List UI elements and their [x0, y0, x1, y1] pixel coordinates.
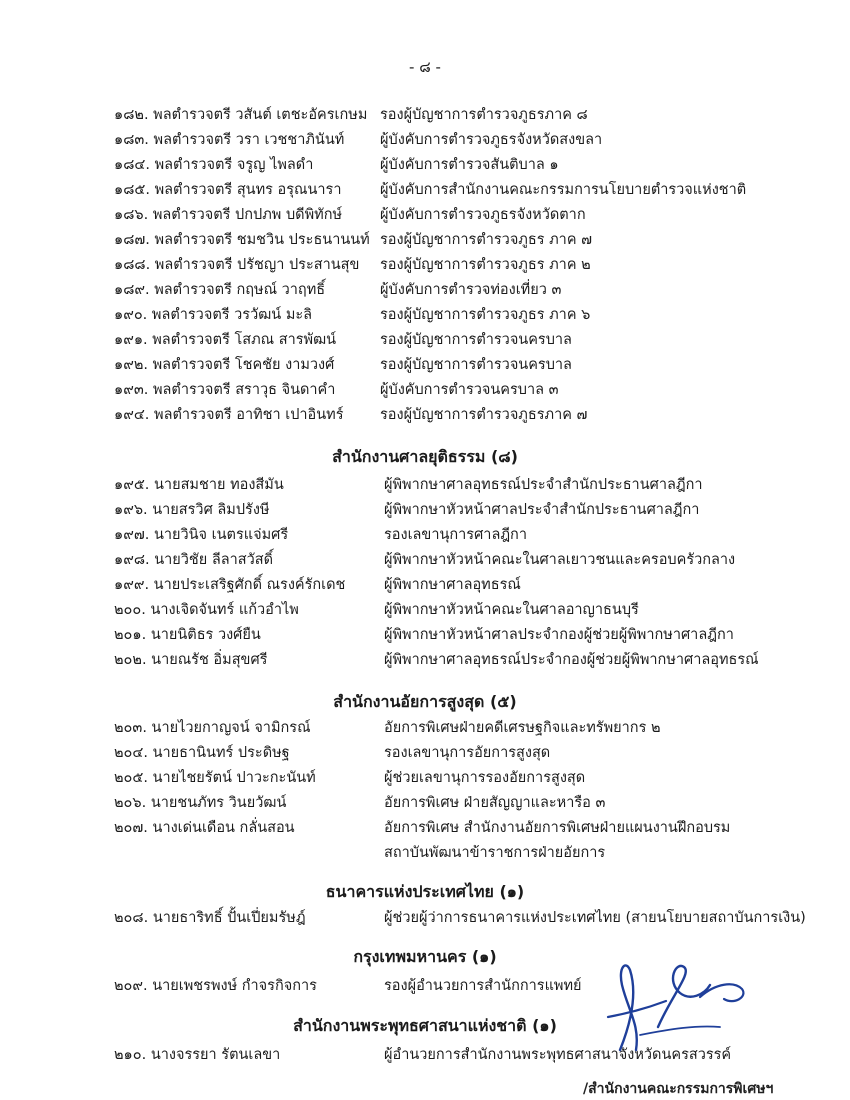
appointee-name: ๒๐๗. นางเด่นเดือน กลั่นสอน	[114, 820, 295, 836]
list-item	[114, 598, 814, 623]
list-item	[114, 378, 814, 403]
appointee-position: ผู้บังคับการตำรวจท่องเที่ยว ๓	[380, 282, 562, 298]
appointee-name: ๑๘๘. พลตำรวจตรี ปรัชญา ประสานสุข	[114, 257, 360, 273]
list-item	[114, 906, 814, 931]
appointee-name: ๑๙๐. พลตำรวจตรี วรวัฒน์ มะลิ	[114, 307, 313, 323]
appointee-name: ๑๙๗. นายวินิจ เนตรแจ่มศรี	[114, 527, 289, 543]
appointee-name: ๒๐๙. นายเพชรพงษ์ กำจรกิจการ	[114, 978, 317, 994]
list-item	[114, 473, 814, 498]
appointee-position: ผู้บังคับการตำรวจภูธรจังหวัดตาก	[380, 207, 586, 223]
list-item	[114, 328, 814, 353]
appointee-name: ๒๐๘. นายธาริทธิ์ ปั้นเปี่ยมรัษฎ์	[114, 910, 306, 926]
appointee-name: ๑๙๔. พลตำรวจตรี อาทิชา เปาอินทร์	[114, 407, 344, 423]
appointee-position: อัยการพิเศษ สำนักงานอัยการพิเศษฝ่ายแผนงานฝึกอบรม	[384, 820, 731, 836]
continuation-note: /สำนักงานคณะกรรมการพิเศษฯ	[583, 1081, 774, 1097]
appointee-name: ๑๙๒. พลตำรวจตรี โชคชัย งามวงศ์	[114, 357, 335, 373]
appointee-name: ๑๘๓. พลตำรวจตรี วรา เวชชาภินันท์	[114, 132, 345, 148]
appointee-name: ๑๙๑. พลตำรวจตรี โสภณ สารพัฒน์	[114, 332, 337, 348]
list-item	[114, 716, 814, 741]
appointee-position: ผู้พิพากษาศาลอุทธรณ์ประจำสำนักประธานศาลฎีกา	[384, 477, 703, 493]
appointee-position: ผู้อำนวยการสำนักงานพระพุทธศาสนาจังหวัดนครสวรรค์	[384, 1047, 732, 1063]
list-item	[114, 498, 814, 523]
appointee-name: ๑๙๖. นายสรวิศ ลิมปรังษี	[114, 502, 270, 518]
appointee-position: รองผู้บัญชาการตำรวจนครบาล	[380, 332, 572, 348]
appointee-name: ๒๐๖. นายชนภัทร วินยวัฒน์	[114, 795, 287, 811]
list-item	[114, 741, 814, 766]
appointee-name: ๑๙๓. พลตำรวจตรี สราวุธ จินดาคำ	[114, 382, 336, 398]
appointee-name: ๒๐๕. นายไชยรัตน์ ปาวะกะนันท์	[114, 770, 316, 786]
list-item	[114, 623, 814, 648]
list-item	[114, 573, 814, 598]
list-item	[114, 816, 814, 841]
list-item	[114, 103, 814, 128]
list-item	[114, 228, 814, 253]
appointee-name: ๑๙๙. นายประเสริฐศักดิ์ ณรงค์รักเดช	[114, 577, 346, 593]
appointee-name: ๒๐๓. นายไวยกาญจน์ จามิกรณ์	[114, 720, 311, 736]
section-heading: สำนักงานศาลยุติธรรม (๘)	[332, 447, 518, 466]
appointee-name: ๒๐๒. นายณรัช อิ่มสุขศรี	[114, 652, 268, 668]
appointee-name: ๒๐๔. นายธานินทร์ ประดิษฐ	[114, 745, 290, 761]
position-continuation: สถาบันพัฒนาข้าราชการฝ่ายอัยการ	[384, 845, 606, 861]
appointee-position: รองผู้บัญชาการตำรวจภูธร ภาค ๗	[380, 232, 593, 248]
appointee-name: ๑๙๘. นายวิชัย ลีลาสวัสดิ์	[114, 552, 274, 568]
appointee-name: ๑๘๗. พลตำรวจตรี ชมชวิน ประธนานนท์	[114, 232, 370, 248]
appointee-name: ๑๘๔. พลตำรวจตรี จรูญ ไพลดำ	[114, 157, 314, 173]
appointee-position: รองเลขานุการอัยการสูงสุด	[384, 745, 551, 761]
appointee-name: ๑๘๖. พลตำรวจตรี ปกปภพ บดีพิทักษ์	[114, 207, 343, 223]
list-item	[114, 178, 814, 203]
list-item	[114, 403, 814, 428]
list-item	[114, 203, 814, 228]
list-item	[114, 766, 814, 791]
appointee-position: ผู้พิพากษาหัวหน้าศาลประจำกองผู้ช่วยผู้พิพากษาศาลฎีกา	[384, 627, 734, 643]
appointee-position: ผู้ช่วยผู้ว่าการธนาคารแห่งประเทศไทย (สายนโยบายสถาบันการเงิน)	[384, 910, 806, 926]
appointee-position: รองผู้บัญชาการตำรวจนครบาล	[380, 357, 572, 373]
section-heading: สำนักงานพระพุทธศาสนาแห่งชาติ (๑)	[293, 1016, 557, 1035]
list-item	[114, 523, 814, 548]
appointee-position: ผู้พิพากษาศาลอุทธรณ์	[384, 577, 521, 593]
appointee-position: ผู้บังคับการสำนักงานคณะกรรมการนโยบายตำรวจแห่งชาติ	[380, 182, 747, 198]
section-heading: ธนาคารแห่งประเทศไทย (๑)	[325, 882, 525, 901]
list-item	[114, 548, 814, 573]
appointee-position: ผู้พิพากษาหัวหน้าคณะในศาลเยาวชนและครอบครัวกลาง	[384, 552, 736, 568]
appointee-position: ผู้บังคับการตำรวจนครบาล ๓	[380, 382, 559, 398]
appointee-position: ผู้ช่วยเลขานุการรองอัยการสูงสุด	[384, 770, 586, 786]
appointee-position: ผู้พิพากษาศาลอุทธรณ์ประจำกองผู้ช่วยผู้พิพากษาศาลอุทธรณ์	[384, 652, 759, 668]
appointee-name: ๑๙๕. นายสมชาย ทองสีมัน	[114, 477, 284, 493]
appointee-position: รองเลขานุการศาลฎีกา	[384, 527, 527, 543]
appointee-position: ผู้พิพากษาหัวหน้าคณะในศาลอาญาธนบุรี	[384, 602, 639, 618]
list-item	[114, 791, 814, 816]
section-heading: สำนักงานอัยการสูงสุด (๕)	[333, 692, 517, 711]
appointee-position: อัยการพิเศษ ฝ่ายสัญญาและหารือ ๓	[384, 795, 606, 811]
appointee-position: รองผู้บัญชาการตำรวจภูธร ภาค ๒	[380, 257, 591, 273]
list-item	[114, 303, 814, 328]
list-item	[114, 153, 814, 178]
appointee-name: ๑๘๙. พลตำรวจตรี กฤษณ์ วาฤทธิ์	[114, 282, 326, 298]
appointee-position: รองผู้บัญชาการตำรวจภูธรภาค ๗	[380, 407, 588, 423]
list-item	[114, 128, 814, 153]
appointee-name: ๒๑๐. นางจรรยา รัตนเลขา	[114, 1047, 281, 1063]
appointee-name: ๑๘๒. พลตำรวจตรี วสันต์ เตชะอัครเกษม	[114, 107, 368, 123]
appointee-position: ผู้บังคับการตำรวจภูธรจังหวัดสงขลา	[380, 132, 603, 148]
page-number: - ๘ -	[409, 58, 441, 76]
list-item	[114, 253, 814, 278]
section-heading: กรุงเทพมหานคร (๑)	[353, 947, 497, 966]
appointee-position: รองผู้บัญชาการตำรวจภูธรภาค ๘	[380, 107, 588, 123]
appointee-name: ๒๐๐. นางเจิดจันทร์ แก้วอำไพ	[114, 602, 299, 618]
appointee-position: อัยการพิเศษฝ่ายคดีเศรษฐกิจและทรัพยากร ๒	[384, 720, 661, 736]
list-item	[114, 648, 814, 673]
appointee-name: ๑๘๕. พลตำรวจตรี สุนทร อรุณนารา	[114, 182, 342, 198]
appointee-position: รองผู้บัญชาการตำรวจภูธร ภาค ๖	[380, 307, 591, 323]
list-item	[114, 278, 814, 303]
appointee-position: รองผู้อำนวยการสำนักการแพทย์	[384, 978, 582, 994]
appointee-position: ผู้พิพากษาหัวหน้าศาลประจำสำนักประธานศาลฎีกา	[384, 502, 700, 518]
signature-image	[600, 955, 760, 1065]
appointee-position: ผู้บังคับการตำรวจสันติบาล ๑	[380, 157, 559, 173]
list-item	[114, 353, 814, 378]
appointee-name: ๒๐๑. นายนิติธร วงศ์ยืน	[114, 627, 261, 643]
